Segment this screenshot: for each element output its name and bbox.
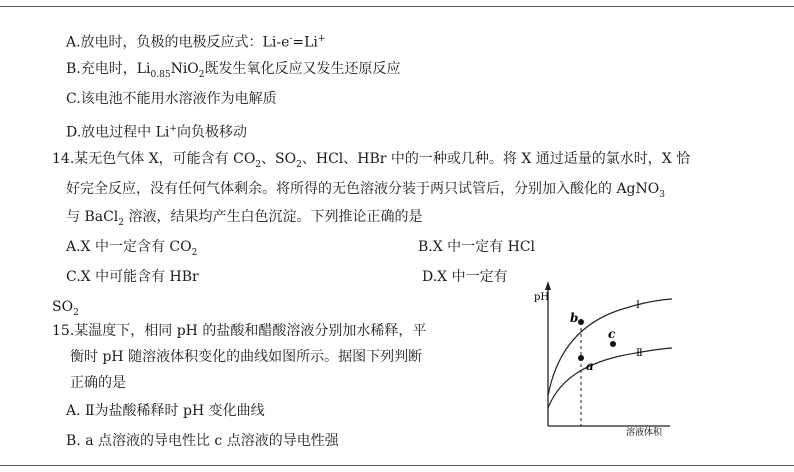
q15-stem-line1: 15.某温度下，相同 pH 的盐酸和醋酸溶液分别加水稀释，平 bbox=[52, 323, 427, 339]
point-a bbox=[578, 355, 584, 361]
q14-stem-line3: 与 BaCl$_2$ 溶液，结果均产生白色沉淀。下列推论正确的是 bbox=[66, 209, 423, 228]
curve-two bbox=[548, 348, 672, 408]
top-rule bbox=[0, 6, 794, 7]
label-curve-two: Ⅱ bbox=[636, 348, 643, 359]
point-c bbox=[610, 341, 616, 347]
q15-stem-line3: 正确的是 bbox=[70, 375, 126, 391]
q13-option-c: C.该电池不能用水溶液作为电解质 bbox=[66, 91, 277, 107]
point-b bbox=[578, 319, 584, 325]
q14-option-b: B.X 中一定有 HCl bbox=[418, 239, 536, 255]
y-axis-arrow bbox=[545, 281, 551, 290]
label-b: b bbox=[570, 311, 579, 325]
q13-option-a: A.放电时，负极的电极反应式：Li-e-=Li+ bbox=[66, 34, 326, 51]
ph-dilution-graph bbox=[530, 278, 680, 438]
label-c: c bbox=[608, 327, 616, 341]
label-curve-one: Ⅰ bbox=[636, 300, 640, 311]
graph-y-label: pH bbox=[534, 292, 550, 303]
q15-option-b: B. a 点溶液的导电性比 c 点溶液的导电性强 bbox=[66, 433, 339, 449]
bottom-rule bbox=[0, 465, 794, 466]
q14-option-d-continued: $SO_2$ bbox=[52, 299, 79, 318]
q14-stem-line1: 14.某无色气体 X，可能含有 $CO_2$、$SO_2$、HCl、HBr 中的一种或几种。将 X 通过适量的氯水时，X 恰 bbox=[52, 151, 691, 170]
q13-option-b: B.充电时，$Li_{0.85}NiO_2$既发生氧化反应又发生还原反应 bbox=[66, 61, 401, 80]
q15-stem-line2: 衡时 pH 随溶液体积变化的曲线如图所示。据图下列判断 bbox=[70, 349, 423, 365]
q14-option-c: C.X 中可能含有 HBr bbox=[66, 269, 199, 285]
q13-option-d: D.放电过程中 Li+向负极移动 bbox=[66, 124, 247, 141]
q14-stem-line2: 好完全反应，没有任何气体剩余。将所得的无色溶液分装于两只试管后，分别加入酸化的 AgNO$_3$ bbox=[66, 181, 665, 200]
graph-x-label: 溶液体积 bbox=[626, 428, 663, 438]
label-a: a bbox=[586, 359, 594, 373]
q15-option-a: A. Ⅱ为盐酸稀释时 pH 变化曲线 bbox=[66, 403, 265, 419]
q14-option-a: A.X 中一定含有 $CO_2$ bbox=[66, 239, 198, 258]
q14-option-d: D.X 中一定有 bbox=[422, 269, 508, 285]
